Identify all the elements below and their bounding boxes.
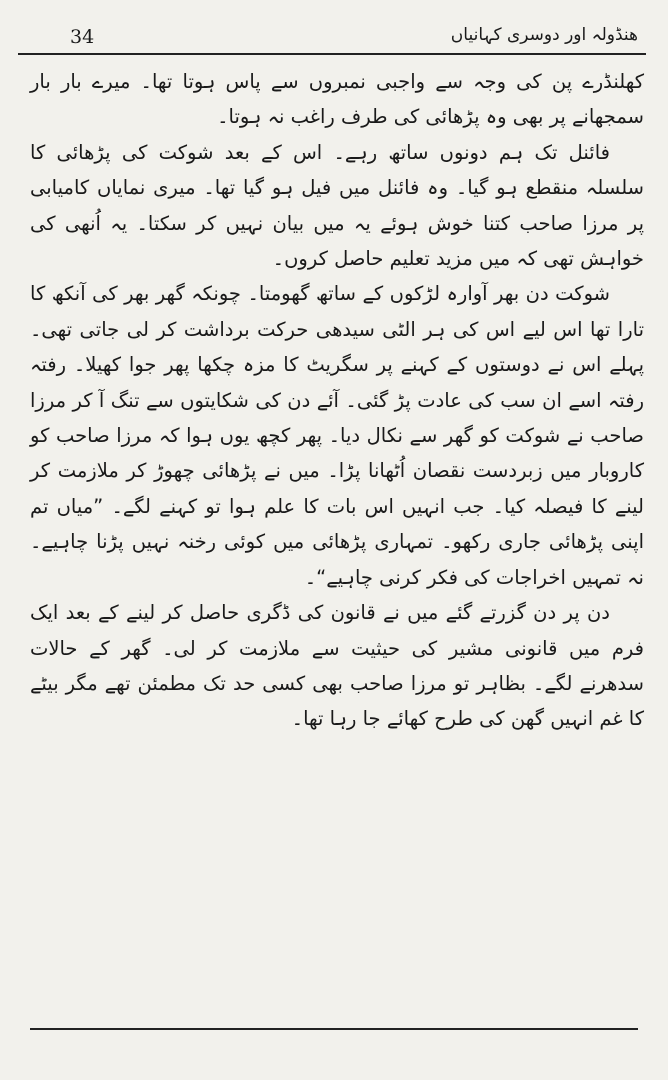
page-header [18,20,650,54]
body-text [30,64,644,737]
running-title: ھنڈولہ اور دوسری کہانیاں [450,25,638,45]
page-number: 34 [70,26,95,48]
paragraph: فائنل تک ہم دونوں ساتھ رہے۔ اس کے بعد شوکت کی پڑھائی کا سلسلہ منقطع ہو گیا۔ وہ فائنل میں فیل ہو گیا تھا۔ میری نمایاں کامیابی پر مرزا صاحب کتنا خوش ہوئے یہ میں بیان نہیں کر سکتا۔ یہ اُنھی کی خواہش تھی کہ میں مزید تعلیم حاصل کروں۔ [30,140,644,271]
footer-divider [30,1028,638,1030]
paragraph: کھلنڈرے پن کی وجہ سے واجبی نمبروں سے پاس ہوتا تھا۔ میرے بار بار سمجھانے پر بھی وہ پڑھائی کی طرف راغب نہ ہوتا۔ [30,70,644,129]
paragraph: شوکت دن بھر آوارہ لڑکوں کے ساتھ گھومتا۔ چونکہ گھر بھر کی آنکھ کا تارا تھا اس لیے اس کی ہر الٹی سیدھی حرکت برداشت کر لی جاتی تھی۔ پہلے اس نے دوستوں کے کہنے پر سگریٹ کا مزہ چکھا پھر جوا کھیلا۔ رفتہ رفتہ اسے ان سب کی عادت پڑ گئی۔ آئے دن کی شکایتوں سے تنگ آ کر مرزا صاحب نے شوکت کو گھر سے نکال دیا۔ پھر کچھ یوں ہوا کہ مرزا صاحب کو کاروبار میں زبردست نقصان اُٹھانا پڑا۔ میں نے پڑھائی چھوڑ کر ملازمت کر لینے کا فیصلہ کیا۔ جب انہیں اس بات کا علم ہوا تو کہنے لگے۔ ”میاں تم اپنی پڑھائی جاری رکھو۔ تمہاری پڑھائی میں کوئی رخنہ نہیں پڑنا چاہیے۔ نہ تمہیں اخراجات کی فکر کرنی چاہیے“۔ [30,282,644,589]
paragraph: دن پر دن گزرتے گئے میں نے قانون کی ڈگری حاصل کر لینے کے بعد ایک فرم میں قانونی مشیر کی حیثیت سے ملازمت کر لی۔ گھر کے حالات سدھرنے لگے۔ بظاہر تو مرزا صاحب بھی کسی حد تک مطمئن تھے مگر بیٹے کا غم انہیں گھن کی طرح کھائے جا رہا تھا۔ [30,601,644,731]
header-divider [18,53,646,55]
